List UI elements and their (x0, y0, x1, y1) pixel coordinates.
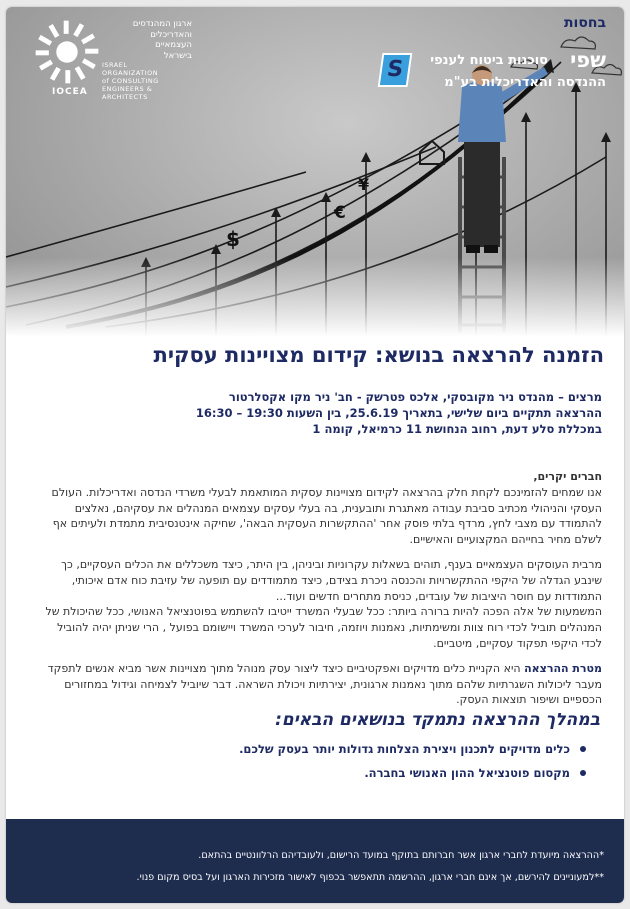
sponsor-block (346, 15, 606, 105)
topics-heading: במהלך ההרצאה נתמקד בנושאים הבאים: (275, 710, 600, 730)
speakers-line: מרצים – מהנדס ניר מקובסקי, אלכס פטרשק - חב' ניר מקו אקסלרטור (228, 390, 602, 404)
iocea-logo-icon (34, 19, 100, 85)
date-line: ההרצאה תתקיים ביום שלישי, בתאריך 25.6.19, בין השעות 19:30 – 16:30 (195, 406, 602, 420)
sponsor-line1: סוכנות ביטוח לענפי (430, 53, 548, 68)
goal-label: מטרת ההרצאה (524, 661, 602, 675)
sponsor-brand: שפי (570, 48, 606, 72)
paragraph: המשמעות של אלה הפכה להיות ברורה ביותר: ככל שבעלי המשרד ייטיבו להשתמש בפוטנציאל האנושי, ככל שהיכולת של המנהלים תוביל לכדי רוח צוות ומשימתיות, נאמנות ויוזמה, חיבור לערכי המשרד ויישומם בפועל , הרי שניתן יהיה להוביל לכדי היקפי תפקוד עסקיים, מיטביים. (45, 605, 602, 650)
list-item: כלים מדויקים לתכנון ויצירת הצלחות גדולות יותר בעסק שלכם. (46, 741, 586, 757)
yen-icon: ¥ (358, 175, 370, 194)
list-item: מקסום פוטנציאל ההון האנושי בחברה. (46, 765, 586, 781)
topics-list (46, 741, 586, 789)
hero-fade (6, 257, 624, 337)
goal-paragraph (42, 661, 602, 708)
paragraph: מרבית העוסקים העצמאיים בענף, תוהים בשאלות עקרוניות וביניהן, בין היתר, כיצד משכללים את הכלים העסקיים, כך שינבע הגדלה של היקפי ההתקשרויות והכנסה ניכרת בצידם, כיצד מתמודדים עם תופעה של עזיבת כוח אדם איכותי, התמודדות עם חוסר היציבות של עובדים, כניסת מתחרים חדשים ועוד... (61, 557, 602, 603)
location-line: במכללת סלע דעת, רחוב הנחושת 11 כרמיאל, קומה 1 (312, 422, 602, 436)
org-name: ארגון המהנדסים והאדריכלים העצמאיים בישראל ISRAEL ORGANIZATION of CONSULTING ENGINEERS & ARCHITECTS (102, 19, 192, 101)
dollar-icon: $ (226, 227, 240, 251)
event-details (42, 389, 602, 437)
footer-note-2: **למעוניינים להירשם, אך אינם חברי ארגון, ההרשמה תתאפשר בכפוף לאישור מזכירות הארגון ועל בסיס מקום פנוי. (136, 872, 604, 883)
hero-banner (6, 7, 624, 337)
invitation-body (42, 469, 602, 717)
sponsor-line2: ההנדסה והאדריכלות בע"מ (444, 75, 606, 90)
org-abbr: IOCEA (52, 87, 88, 97)
goal-text: היא הקניית כלים מדויקים ואפקטיביים כיצד ליצור עסק מנוהל מתוך מצויינות אשר מביא אנשים לתפקד מעבר ליכולות השגרתיות שלהם מתוך נאמנות ארגונית, יצירתיות ויכולת השראה. דבר שיוביל לצמיחה וגידול במחזורים הכספיים ושיפור תוצאות העסק. (47, 661, 602, 707)
footer-note-1: *ההרצאה מיועדת לחברי ארגון אשר חברותם בתוקף במועד הרישום, ולעובדיהם הרלוונטיים בהתאם. (198, 850, 604, 861)
euro-icon: € (334, 203, 346, 223)
flyer-page (6, 7, 624, 903)
paragraph: אנו שמחים להזמינכם לקחת חלק בהרצאה לקידום מצויינות עסקית המותאמת לבעלי משרדי הנדסה ואדריכלות. העולם העסקי והניהולי מכתיב סביבת עבודה מאתגרת ותובענית, בה בעלי עסקים עצמאים המנהלים את עסקיהם, נאלצים להתמודד עם מצבי לחץ, מרדף בלתי פוסק אחר 'ההתקשרות העסקית הבאה', שחיקה אינטנסיבית מתמדת ולעיתים אף לשלם מחיר בחייהם המקצועיים והאישיים. (51, 485, 602, 547)
page-title: הזמנה להרצאה בנושא: קידום מצויינות עסקית (153, 343, 604, 367)
greeting: חברים יקרים, (533, 470, 602, 483)
footer (6, 819, 624, 903)
sponsor-label: בחסות (563, 15, 606, 31)
shefi-logo-icon: S (378, 53, 413, 87)
